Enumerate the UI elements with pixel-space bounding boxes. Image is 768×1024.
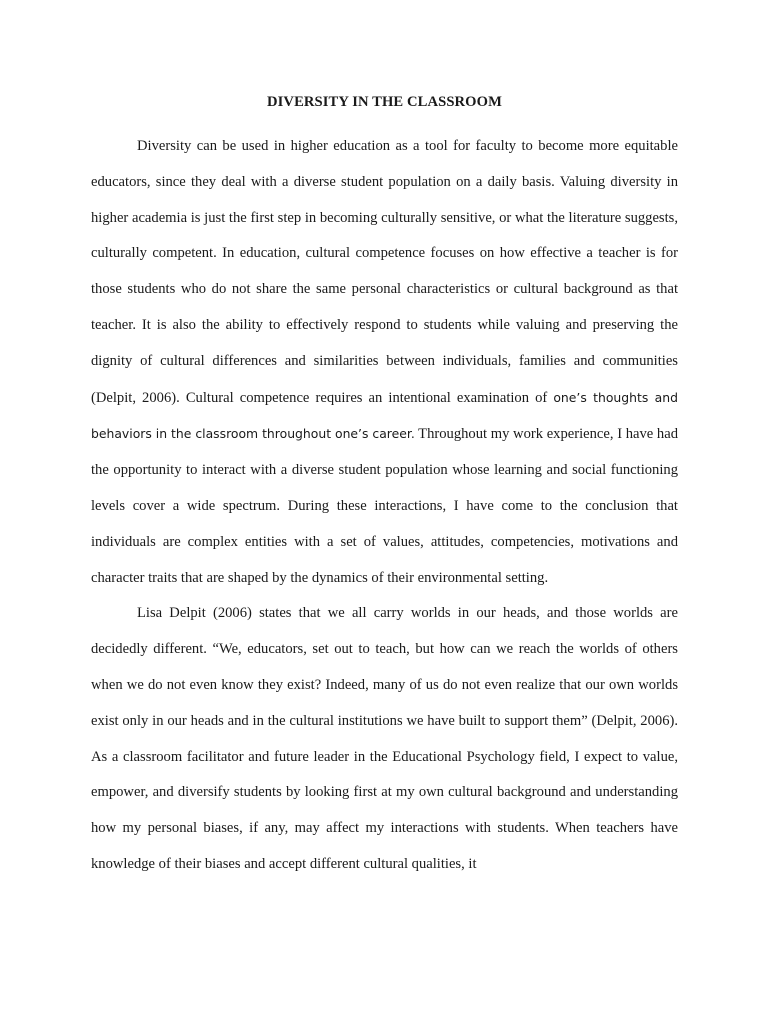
paragraph-1-text-b: one’s thoughts and behaviors in the classroom throughout one’s career. (91, 389, 678, 442)
paragraph-1-text-a: Diversity can be used in higher education as a tool for faculty to become more equitable educators, since they deal with a diverse student population on a daily basis. Valuing diversity in higher academia is just the first step in becoming culturally sensitive, or what the literature suggests, culturally competent. In education, cultural competence focuses on how effective a teacher is for those students who do not share the same personal characteristics or cultural background as that teacher. It is also the ability to effectively respond to students while valuing and preserving the dignity of cultural differences and similarities between individuals, families and communities (Delpit, 2006). Cultural competence requires an intentional examination of (91, 138, 678, 406)
paragraph-1 (91, 129, 678, 596)
document-body (91, 92, 678, 883)
document-title: DIVERSITY IN THE CLASSROOM (267, 94, 502, 110)
paragraph-1-text-c: Throughout my work experience, I have had the opportunity to interact with a diverse student population whose learning and social functioning levels cover a wide spectrum. During these interactions, I have come to the conclusion that individuals are complex entities with a set of values, attitudes, competencies, motivations and character traits that are shaped by the dynamics of their environmental setting. (91, 426, 678, 586)
paragraph-2: Lisa Delpit (2006) states that we all carry worlds in our heads, and those worlds are decidedly different. “We, educators, set out to teach, but how can we reach the worlds of others when we do not even know they exist? Indeed, many of us do not even realize that our own worlds exist only in our heads and in the cultural institutions we have built to support them” (Delpit, 2006). As a classroom facilitator and future leader in the Educational Psychology field, I expect to value, empower, and diversify students by looking first at my own cultural background and understanding how my personal biases, if any, may affect my interactions with students. When teachers have knowledge of their biases and accept different cultural qualities, it (91, 605, 678, 872)
